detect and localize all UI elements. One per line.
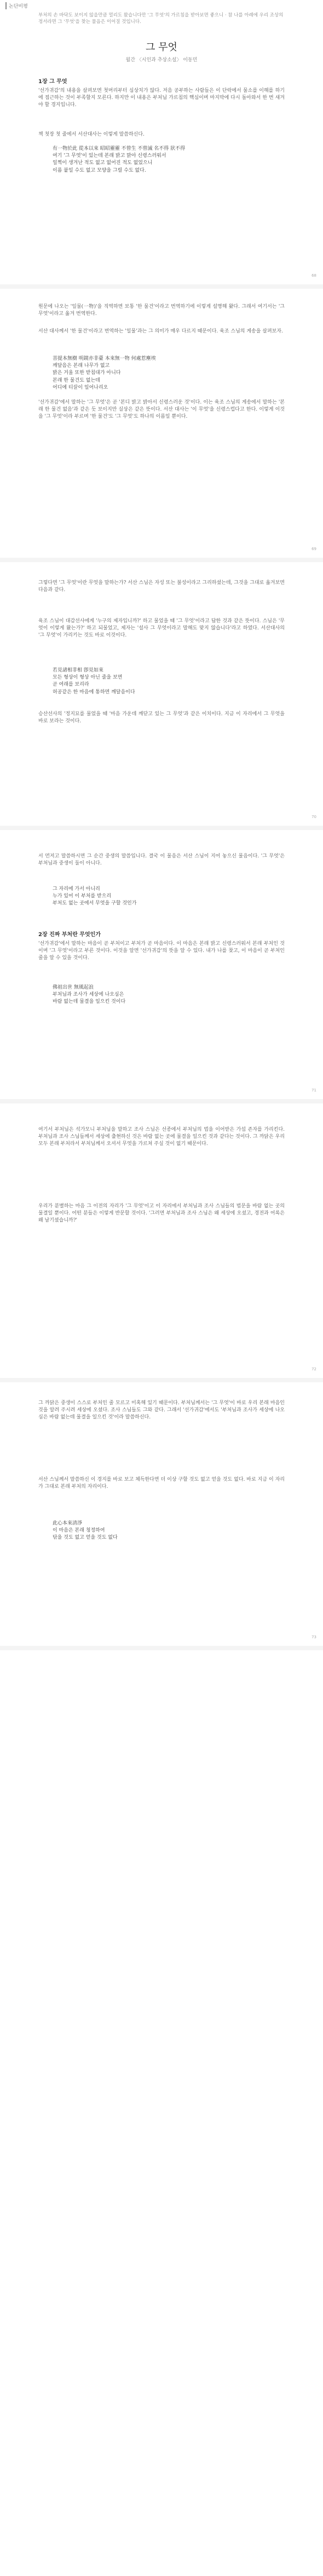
quote-line: 이 마음은 본래 청정하여 <box>53 1528 105 1534</box>
paragraph: 그렇다면 '그 무엇'이란 무엇을 말하는가? 서산 스님은 자성 또는 불성이라고 그리하셨는데, 그것을 그대로 옮겨보면 다음과 같다. <box>38 580 285 593</box>
page-divider <box>0 1378 323 1382</box>
quote-block <box>53 667 272 696</box>
paragraph: '선가귀감'의 내용을 살펴보면 첫머리부터 심상치가 않다. 저음 공부하는 사람들은 이 단락에서 물소를 이해를 하기에 접근하는 것이 부족할지 모른다. 하지만 이 내용은 부처님 가르침의 핵심이며 마지막에 다시 돌아와서 한 번 새겨야 할 경지입니다. <box>38 88 285 108</box>
page-divider <box>0 1646 323 1650</box>
page-number: 72 <box>312 1367 316 1371</box>
paragraph: 승산선사의 '정지묘를 물었을 때 '마음 가운데 깨닫고 있는 그 무엇'과 같은 이치이다. 지금 이 자리에서 그 무엇을 바로 보라는 것이다. <box>38 711 285 725</box>
quote-line: 모든 형상이 형상 아닌 줄을 보면 <box>53 675 123 681</box>
quote-line: 깨달음은 본래 나무가 없고 <box>53 363 110 369</box>
paragraph: 책 첫장 첫 줄에서 서산대사는 이렇게 말씀하신다. <box>38 132 145 137</box>
quote-line: 부처도 없는 곳에서 무엇을 구할 것인가 <box>53 901 137 907</box>
quote-block <box>53 145 272 174</box>
page-number: 73 <box>312 1635 316 1639</box>
quote-block <box>53 355 272 392</box>
page-number: 70 <box>312 815 316 819</box>
paragraph: 그 까닭은 중생이 스스로 부처인 줄 모르고 미혹해 있기 때문이다. 부처님께서는 '그 무엇'이 바로 우리 본래 마음인 것을 알려 주시려 세상에 오셨다. 조사 스님들도 그와 같다. 그래서 '선가귀감'에서도 '부처님과 조사가 세상에 나오심은 바람 없는데 물결을 일으킨 것'이라 말씀하신다. <box>38 1400 285 1421</box>
page-title: 그 무엇 <box>146 42 177 53</box>
page-divider <box>0 558 323 562</box>
quote-line: 부처님과 조사가 세상에 나오심은 <box>53 992 124 998</box>
paragraph: 원문에 나오는 '일물(一物)'을 직역하면 보통 '한 물건'이라고 번역하기에 이렇게 설명해 왔다. 그래서 여기서는 '그 무엇'이라고 옮겨 번역한다. <box>38 304 285 317</box>
quote-line: 此心本來淸淨 <box>53 1521 83 1526</box>
quote-line: 그 자리에 가서 아니리 <box>53 886 100 892</box>
page-number: 68 <box>312 273 316 278</box>
quote-line: 허공같은 한 마음에 통하면 깨달음이다 <box>53 689 135 695</box>
quote-line: 누가 있어 이 부처를 받으리 <box>53 893 112 899</box>
paragraph: 여기서 부처님은 석가모니 부처님을 말하고 조사 스님은 선종에서 부처님의 법을 이어받은 가섭 존자를 가리킨다. 부처님과 조사 스님들께서 세상에 출현하신 것은 바람 없는 곳에 물결을 일으킨 것과 같다는 것이다. 그 까닭은 우리 모두 본래 부처라서 부처님께서 오셔서 무엇을 가르쳐 주실 것이 없기 때문이다. <box>38 1127 285 1147</box>
quote-block <box>53 886 272 908</box>
paragraph: 육조 스님이 대감선사에게 '누구의 제자입니까?' 하고 물었을 때 '그 무엇'이라고 답한 것과 같은 뜻이다. 스님은 '무엇이 이렇게 왔는가?' 하고 되물었고, 제자는 '설사 그 무엇이라고 말해도 맞지 않습니다'라고 하였다. 서산대사의 '그 무엇'이 가리키는 것도 바로 이것이다. <box>38 618 285 639</box>
quote-line: 어디에 티끌이 일어나리오 <box>53 384 108 390</box>
paragraph: 서 먼저고 말씀하시면 그 순간 중생의 말씀입니다. 결국 이 물음은 서산 스님이 지어 놓으신 물음이다. '그 무엇'은 부처님과 중생이 둘이 아니다. <box>38 854 285 867</box>
section-heading: 2장 진짜 부처란 무엇인가 <box>38 932 101 938</box>
quote-line: 일찍이 생겨난 적도 없고 없어진 적도 없었으니 <box>53 160 153 166</box>
author-line: 월간 〈시인과 추상소설〉 이동민 <box>125 57 198 63</box>
paragraph: '선가귀감'에서 말하는 마음이 곧 부처이고 부처가 곧 마음이다. 이 마음은 본래 밝고 신령스러워서 본래 부처인 것이며 '그 무엇'이라고 부른 것이다. 이것을 알면 '선가귀감'의 뜻을 알 수 있다. 내가 나를 찾고, 이 마음이 곧 부처인 줄을 알 수 있을 것이다. <box>38 941 285 961</box>
quote-line: 곧 여래를 보리라 <box>53 682 89 688</box>
page-divider <box>0 284 323 289</box>
paragraph: 서산 대사께서 '한 물건'이라고 번역하는 '일물'과는 그 의미가 매우 다르지 때문이다. 육조 스님의 게송을 살펴보자. <box>38 329 283 334</box>
quote-line: 밝은 거울 또한 받침대가 아니다 <box>53 370 121 376</box>
paragraph: 서산 스님께서 말씀하신 이 경지를 바로 보고 체득한다면 더 이상 구할 것도 없고 얻을 것도 없다. 바로 지금 이 자리가 그대로 본래 부처의 자리이다. <box>38 1477 285 1490</box>
quote-line: 有一物於此 從本以來 昭昭靈靈 不曾生 不曾滅 名不得 狀不得 <box>53 146 186 151</box>
paragraph: 우리가 분별하는 마음 그 이전의 자리가 '그 무엇'이고 이 자리에서 부처님과 조사 스님들의 법문을 바람 없는 곳의 물결일 뿐이다. 어떤 분들은 이렇게 반문할 것이다. '그러면 부처님과 조사 스님은 왜 세상에 오셨고, 경전과 어록은 왜 남기셨습니까?' <box>38 1204 285 1224</box>
paragraph: '선가귀감'에서 말하는 '그 무엇'은 곧 '본디 밝고 밝아서 신령스러운 것'이다. 이는 육조 스님의 게송에서 말하는 '본래 한 물건 없음'과 같은 듯 보이지만 실상은 같은 뜻이다. 서산 대사는 '이 무엇'을 신령스럽다고 한다. 이렇게 이것을 '그 무엇'이라 부르며 '한 물건'도 '그 무엇'도 하나의 이름일 뿐이다. <box>38 400 285 420</box>
page-number: 71 <box>312 1088 316 1093</box>
section-heading: 1장 그 무엇 <box>38 79 67 85</box>
quote-block <box>53 984 272 1006</box>
quote-block <box>53 1520 272 1542</box>
quote-line: 若見諸相非相 卽見如來 <box>53 668 103 673</box>
quote-line: 佛祖出世 無風起浪 <box>53 985 94 990</box>
page-number: 69 <box>312 547 316 551</box>
quote-line: 닦을 것도 없고 얻을 것도 없다 <box>53 1535 118 1541</box>
quote-line: 본래 한 물건도 없는데 <box>53 377 100 383</box>
category-label: 논단비평 <box>5 2 28 9</box>
quote-line: 여기 '그 무엇'이 있는데 본래 밝고 맑아 신령스러워서 <box>53 153 166 159</box>
page-divider <box>0 1099 323 1103</box>
quote-line: 菩提本無樹 明鏡亦非臺 本來無一物 何處惹塵埃 <box>53 356 156 361</box>
page-divider <box>0 826 323 830</box>
quote-line: 이름 붙일 수도 없고 모양을 그릴 수도 없다. <box>53 167 146 173</box>
intro-text: 부처의 손 바닥도 보이지 않을만큼 멀리도 왔습니다만 '그 무엇'의 가르침을 받아보면 좋으니 · 참 나를 아례에 우리 조상의 정서라면 그 '무엇'을 찾는 물음은 이어질 것입니다. <box>38 13 284 25</box>
quote-line: 바람 없는데 물결을 일으킨 것이다 <box>53 999 126 1005</box>
